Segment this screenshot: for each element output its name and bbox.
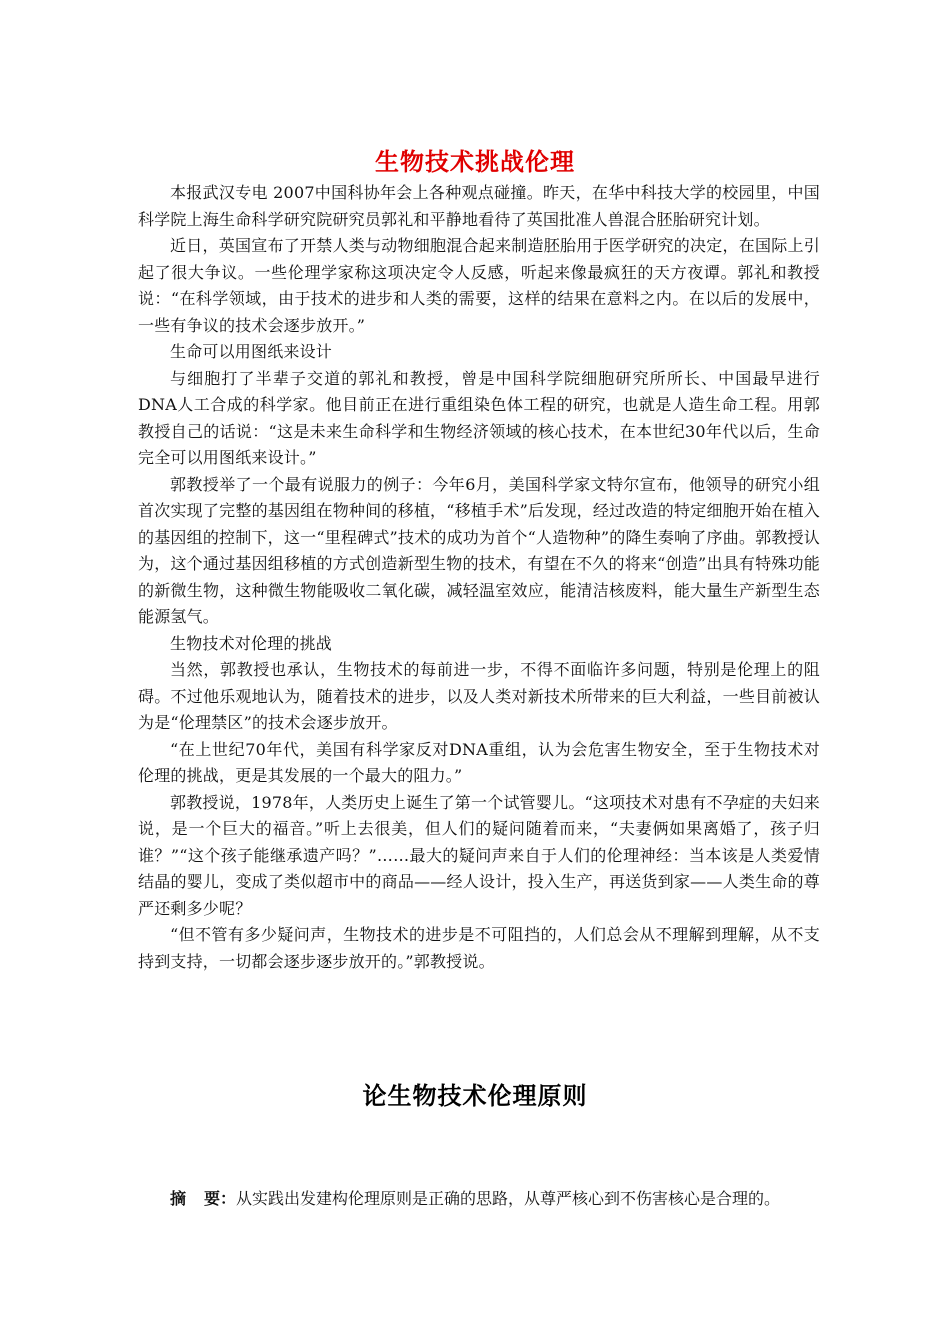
paragraph-news: 近日，英国宣布了开禁人类与动物细胞混合起来制造胚胎用于医学研究的决定，在国际上引起了很大争议。一些伦理学家称这项决定令人反感，听起来像最疯狂的天方夜谭。郭礼和教授说：“在科学领域，由于技术的进步和人类的需要，这样的结果在意料之内。在以后的发展中，一些有争议的技术会逐步放开。” <box>138 236 820 335</box>
paragraph-example: 郭教授举了一个最有说服力的例子：今年6月，美国科学家文特尔宣布，他领导的研究小组首次实现了完整的基因组在物种间的移植，“移植手术”后发现，经过改造的特定细胞开始在植入的基因组的控制下，这一“里程碑式”技术的成功为首个“人造物种”的降生奏响了序曲。郭教授认为，这个通过基因组移植的方式创造新型生物的技术，有望在不久的将来“创造”出具有特殊功能的新微生物，这种微生物能吸收二氧化碳，减轻温室效应，能清洁核废料，能大量生产新型生态能源氢气。 <box>138 474 820 626</box>
abstract <box>170 1186 780 1212</box>
paragraph-conclusion: “但不管有多少疑问声，生物技术的进步是不可阻挡的，人们总会从不理解到理解，从不支持到支持，一切都会逐步逐步放开的。”郭教授说。 <box>138 925 820 971</box>
paragraph-professor: 与细胞打了半辈子交道的郭礼和教授，曾是中国科学院细胞研究所所长、中国最早进行DNA人工合成的科学家。他目前正在进行重组染色体工程的研究，也就是人造生命工程。用郭教授自己的话说：“这是未来生命科学和生物经济领域的核心技术，在本世纪30年代以后，生命完全可以用图纸来设计。” <box>138 368 820 467</box>
abstract-label <box>170 1189 236 1208</box>
paragraph-lead: 本报武汉专电 2007中国科协年会上各种观点碰撞。昨天，在华中科技大学的校园里，中国科学院上海生命科学研究院研究员郭礼和平静地看待了英国批准人兽混合胚胎研究计划。 <box>138 183 820 229</box>
paragraph-test-tube-baby: 郭教授说，1978年，人类历史上诞生了第一个试管婴儿。“这项技术对患有不孕症的夫妇来说，是一个巨大的福音。”听上去很美，但人们的疑问随着而来，“夫妻俩如果离婚了，孩子归谁？”“这个孩子能继承遗产吗？”……最大的疑问声来自于人们的伦理神经：当本该是人类爱情结晶的婴儿，变成了类似超市中的商品——经人设计，投入生产，再送货到家——人类生命的尊严还剩多少呢？ <box>138 792 820 918</box>
section-heading-ethics: 生物技术对伦理的挑战 <box>170 633 333 653</box>
second-article-title: 论生物技术伦理原则 <box>362 1081 588 1110</box>
abstract-label-char-1: 摘 <box>170 1189 187 1208</box>
abstract-text: 从实践出发建构伦理原则是正确的思路，从尊严核心到不伤害核心是合理的。 <box>236 1189 781 1208</box>
abstract-label-char-2: 要： <box>204 1189 237 1208</box>
article-title: 生物技术挑战伦理 <box>375 147 575 176</box>
article-body <box>138 180 820 975</box>
paragraph-quote-1970s: “在上世纪70年代，美国有科学家反对DNA重组，认为会危害生物安全，至于生物技术对伦理的挑战，更是其发展的一个最大的阻力。” <box>138 739 820 785</box>
paragraph-obstacles: 当然，郭教授也承认，生物技术的每前进一步，不得不面临许多问题，特别是伦理上的阻碍。不过他乐观地认为，随着技术的进步，以及人类对新技术所带来的巨大利益，一些目前被认为是“伦理禁区”的技术会逐步放开。 <box>138 660 820 732</box>
section-heading-design: 生命可以用图纸来设计 <box>170 342 333 361</box>
